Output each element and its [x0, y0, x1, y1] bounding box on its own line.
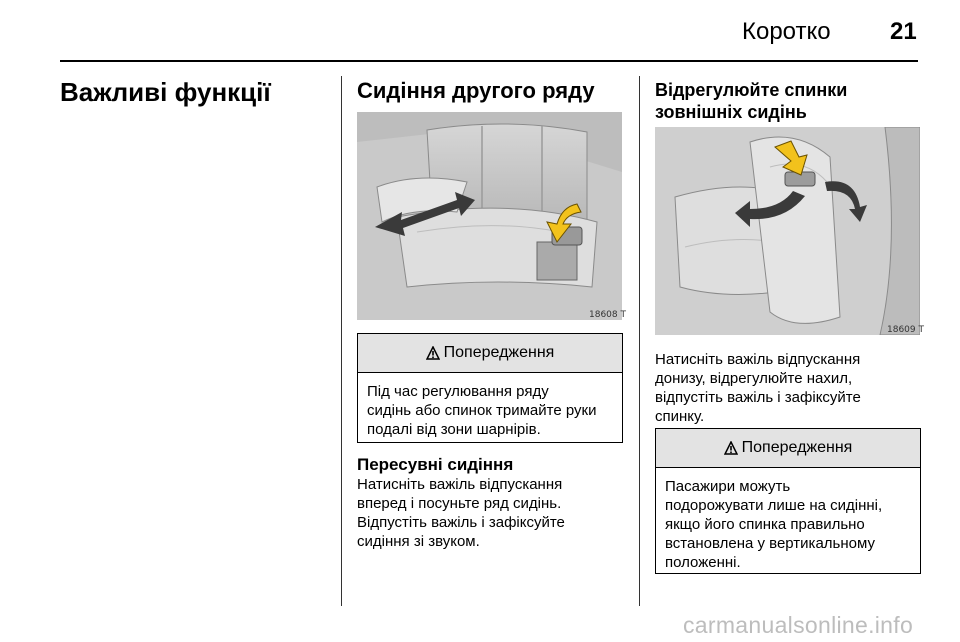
warning-title: Попередження — [741, 439, 853, 456]
figure-code: 18608 T — [589, 310, 626, 320]
watermark: carmanualsonline.info — [683, 612, 914, 638]
middle-heading: Сидіння другого ряду — [357, 78, 595, 103]
warning-icon — [426, 346, 440, 360]
subheading: Пересувні сидіння — [357, 455, 514, 474]
sliding-seats-section — [357, 455, 627, 551]
warning-header — [358, 334, 622, 373]
warning-line: подорожувати лише на сидінні, — [665, 497, 883, 514]
paragraph-line: донизу, відрегулюйте нахил, — [655, 370, 853, 387]
paragraph-line: сидіння зі звуком. — [357, 533, 480, 550]
warning-line: якщо його спинка правильно — [665, 516, 865, 533]
warning-header — [656, 429, 920, 468]
paragraph-line: відпустіть важіль і зафіксуйте — [655, 389, 861, 406]
warning-line: подалі від зони шарнірів. — [367, 421, 541, 438]
warning-line: сидінь або спинок тримайте руки — [367, 402, 597, 419]
warning-line: Під час регулювання ряду — [367, 383, 549, 400]
seatback-paragraph — [655, 350, 925, 426]
warning-box — [655, 428, 921, 574]
right-heading — [655, 79, 847, 123]
figure-code: 18609 T — [887, 325, 924, 335]
paragraph-line: Натисніть важіль відпускання — [655, 351, 861, 368]
seat-row-slide-illustration — [357, 112, 622, 320]
page-number: 21 — [890, 18, 917, 45]
paragraph-line: Натисніть важіль відпускання — [357, 476, 563, 493]
right-heading-line: зовнішніх сидінь — [655, 102, 807, 122]
column-divider-right — [639, 76, 640, 606]
paragraph-line: вперед і посуньте ряд сидінь. — [357, 495, 562, 512]
paragraph-line: спинку. — [655, 408, 705, 425]
right-heading-line: Відрегулюйте спинки — [655, 80, 848, 100]
seatback-adjust-illustration — [655, 127, 920, 335]
section-title: Важливі функції — [60, 77, 271, 107]
warning-line: Пасажири можуть — [665, 478, 791, 495]
header-divider — [60, 60, 918, 62]
warning-box — [357, 333, 623, 443]
warning-text — [358, 373, 622, 447]
warning-line: встановлена у вертикальному — [665, 535, 875, 552]
warning-text — [656, 468, 920, 580]
column-divider-left — [341, 76, 342, 606]
warning-icon — [724, 441, 738, 455]
paragraph-line: Відпустіть важіль і зафіксуйте — [357, 514, 565, 531]
running-header-title: Коротко — [742, 18, 831, 45]
warning-title: Попередження — [443, 344, 555, 361]
warning-line: положенні. — [665, 554, 741, 571]
